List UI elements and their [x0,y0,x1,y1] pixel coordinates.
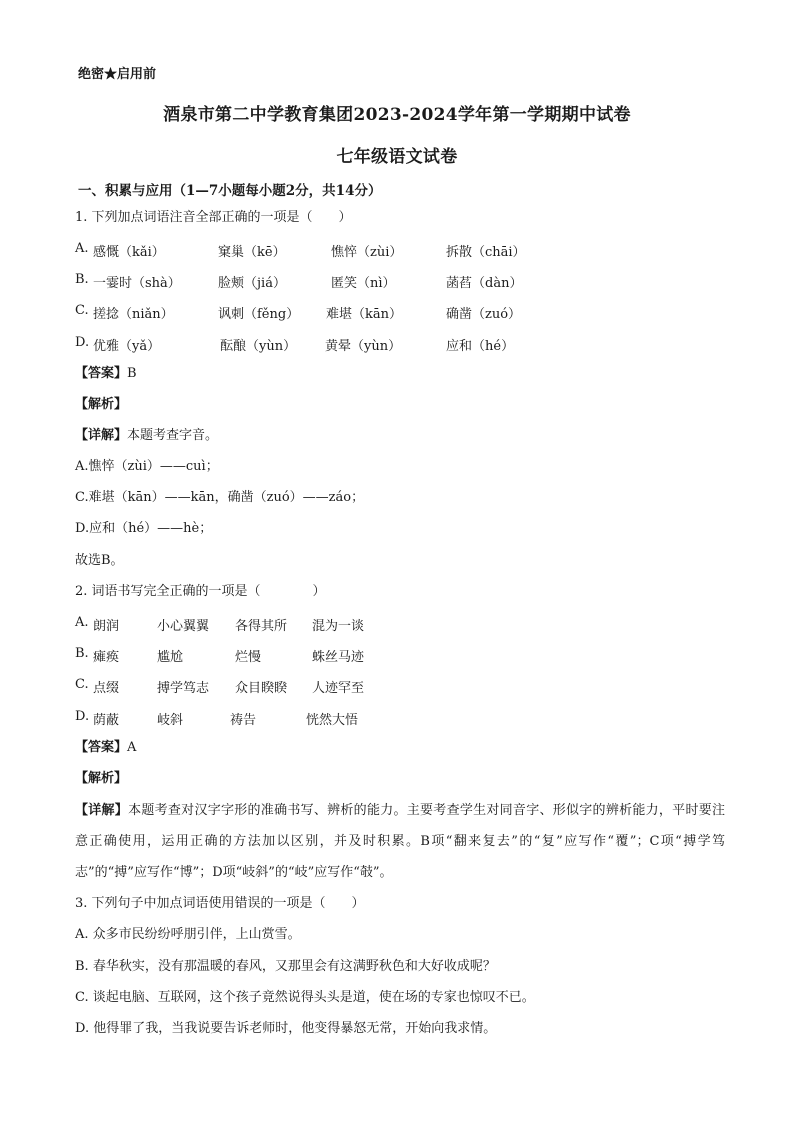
option-item: 窠巢（kē） [218,245,286,260]
option-label: D. [75,709,90,724]
option-item: 点缀 [93,681,120,696]
detail-tag: 【详解】 [75,428,128,443]
option-item: 尴尬 [157,650,184,665]
option-item: 小心翼翼 [157,619,210,634]
option-label: C. [75,677,89,692]
q1-note: C.难堪（kān）——kān，确凿（zuó）——záo； [75,490,365,505]
option-item: 荫蔽 [93,713,120,728]
answer-value: A [127,740,137,755]
option-item: 朗润 [93,619,120,634]
option-label: B. [75,272,89,287]
option-item: 众目睽睽 [235,681,288,696]
q2-detail [75,795,725,888]
q1-analysis-tag: 【解析】 [75,397,128,412]
q1-note: 故选B。 [75,553,124,568]
q3-option-d: D. 他得罪了我，当我说要告诉老师时，他变得暴怒无常，开始向我求情。 [75,1021,497,1036]
exam-subtitle: 七年级语文试卷 [336,147,458,167]
q2-analysis-tag: 【解析】 [75,771,128,786]
option-item: 酝酿（yùn） [220,339,297,354]
q3-stem: 3. 下列句子中加点词语使用错误的一项是（ ） [75,896,365,911]
q3-option-c: C. 谈起电脑、互联网，这个孩子竟然说得头头是道，使在场的专家也惊叹不已。 [75,990,535,1005]
option-item: 应和（hé） [446,339,515,354]
answer-value: B [127,366,137,381]
option-item: 混为一谈 [312,619,365,634]
option-item: 菡萏（dàn） [446,276,523,291]
option-item: 恍然大悟 [306,713,359,728]
q3-option-a: A. 众多市民纷纷呼朋引伴，上山赏雪。 [75,927,301,942]
option-item: 各得其所 [235,619,288,634]
option-item: 人迹罕至 [312,681,365,696]
answer-tag: 【答案】 [75,366,128,381]
option-item: 黄晕（yùn） [325,339,402,354]
option-item: 蛛丝马迹 [312,650,365,665]
option-item: 优雅（yǎ） [93,339,161,354]
option-item: 拆散（chāi） [446,245,526,260]
option-label: A. [75,615,89,630]
option-item: 搓捻（niǎn） [93,307,174,322]
confidential-mark: 绝密★启用前 [78,67,157,82]
option-label: A. [75,241,89,256]
option-label: D. [75,335,90,350]
option-item: 确凿（zuó） [446,307,522,322]
answer-tag: 【答案】 [75,740,128,755]
option-item: 一霎时（shà） [93,276,181,291]
q1-note: A.憔悴（zùi）——cuì； [75,459,219,474]
q1-answer [75,366,137,382]
q2-stem: 2. 词语书写完全正确的一项是（ ） [75,584,326,599]
option-item: 烂慢 [235,650,262,665]
section-heading: 一、积累与应用（1—7小题每小题2分，共14分） [78,183,382,199]
option-item: 祷告 [230,713,257,728]
option-item: 憔悴（zùi） [331,245,403,260]
detail-text: 本题考查字音。 [127,428,219,443]
exam-title: 酒泉市第二中学教育集团2023-2024学年第一学期期中试卷 [163,105,631,125]
option-label: C. [75,303,89,318]
option-item: 难堪（kān） [326,307,403,322]
detail-text: 本题考查对汉字字形的准确书写、辨析的能力。主要考查学生对同音字、形似字的辨析能力，平时要注意正确使用，运用正确的方法加以区别，并及时积累。B项“翻来复去”的“复”应写作“覆”；C项“搏学笃志”的“搏”应写作“博”；D项“岐斜”的“岐”应写作“攲”。 [75,803,725,880]
detail-tag: 【详解】 [75,803,129,818]
q1-note: D.应和（hé）——hè； [75,521,213,536]
option-item: 瘫痪 [93,650,120,665]
q2-answer [75,740,136,756]
option-item: 搏学笃志 [157,681,210,696]
option-item: 讽刺（fěng） [218,307,300,322]
q1-stem: 1. 下列加点词语注音全部正确的一项是（ ） [75,210,352,225]
q1-detail [75,428,218,444]
option-item: 匿笑（nì） [331,276,396,291]
option-item: 感慨（kǎi） [93,245,165,260]
option-item: 岐斜 [157,713,184,728]
option-label: B. [75,646,89,661]
q3-option-b: B. 春华秋实，没有那温暖的春风，又那里会有这满野秋色和大好收成呢？ [75,959,496,974]
option-item: 脸颊（jiá） [218,276,286,291]
